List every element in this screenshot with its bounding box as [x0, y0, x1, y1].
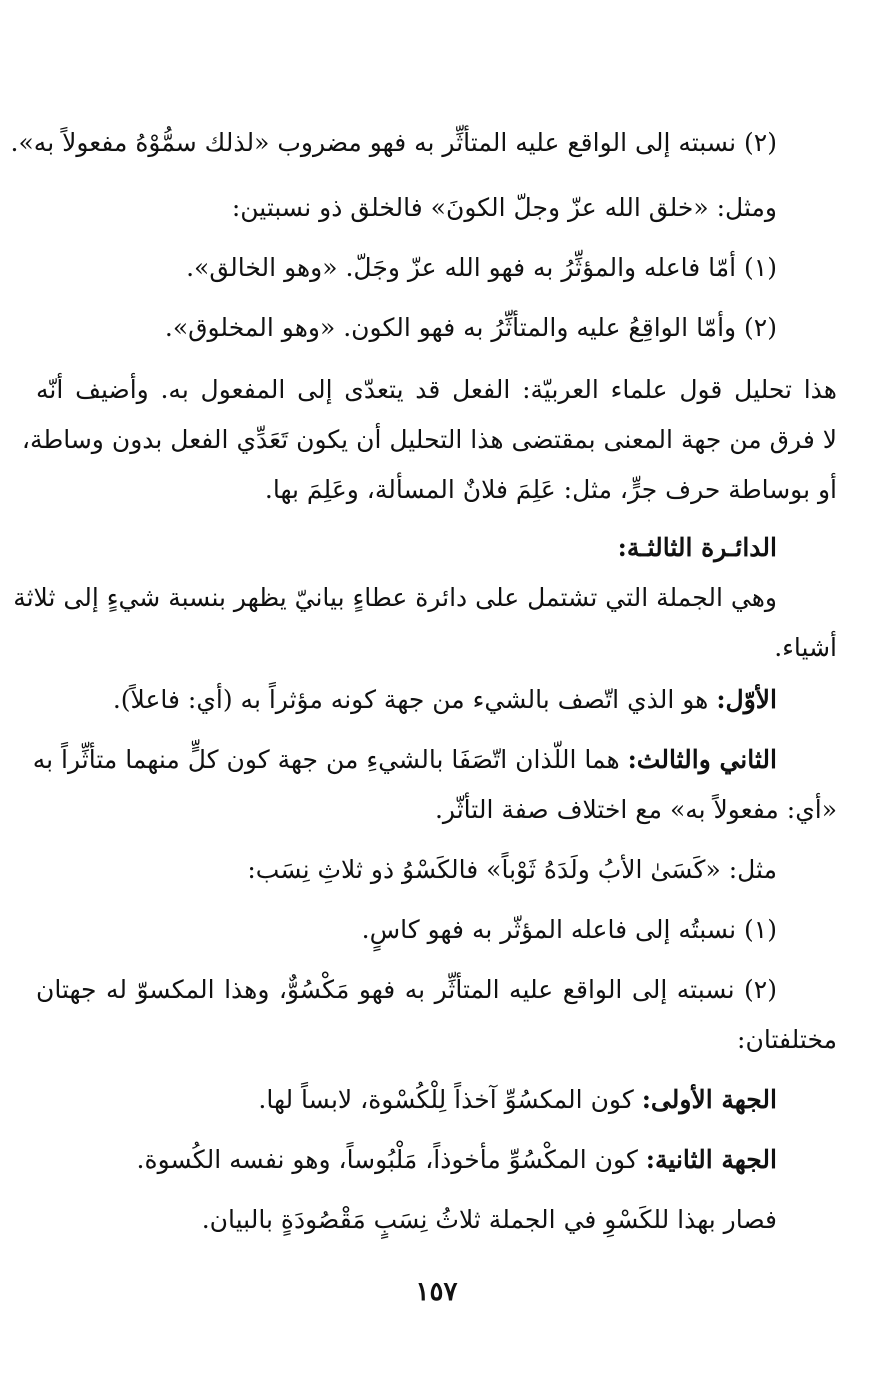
- text-line-4: (٢) وأمّا الواقِعُ عليه والمتأثِّرُ به فهو الكون. «وهو المخلوق».: [164, 313, 777, 342]
- text-line-15: (١) نسبتُه إلى فاعله المؤثّر به فهو كاسٍ.: [361, 915, 777, 944]
- text-line-16: (٢) نسبته إلى الواقع عليه المتأثِّر به فهو مَكْسُوٌّ، وهذا المكسوّ له جهتان: [36, 975, 777, 1004]
- text-line-2: ومثل: «خلق الله عزّ وجلّ الكونَ» فالخلق ذو نسبتين:: [231, 193, 777, 222]
- term-label: الثاني والثالث:: [627, 745, 777, 774]
- text-line-6: لا فرق من جهة المعنى بمقتضى هذا التحليل أن يكون تَعَدِّي الفعل بدون وساطة،: [21, 425, 837, 454]
- term-label: الأوّل:: [716, 685, 777, 714]
- text-line-20: فصار بهذا للكَسْوِ في الجملة ثلاثُ نِسَبٍ مَقْصُودَةٍ بالبيان.: [201, 1205, 777, 1234]
- text-line-18: الجهة الأولى: كون المكسُوِّ آخذاً لِلْكُسْوة، لابساً لها.: [258, 1085, 777, 1114]
- text-line-17: مختلفتان:: [737, 1025, 837, 1054]
- term-label: الجهة الثانية:: [645, 1145, 777, 1174]
- text-line-5: هذا تحليل قول علماء العربيّة: الفعل قد يتعدّى إلى المفعول به. وأضيف أنّه: [36, 375, 837, 404]
- term-label: الجهة الأولى:: [641, 1085, 777, 1114]
- text-line-12: الثاني والثالث: هما اللّذان اتّصَفَا بالشيءِ من جهة كون كلٍّ منهما متأثِّراً به: [32, 745, 777, 774]
- text-line-13: «أي: مفعولاً به» مع اختلاف صفة التأثّر.: [434, 795, 837, 824]
- text-line-1: (٢) نسبته إلى الواقع عليه المتأثِّر به فهو مضروب «لذلك سمُّوْهُ مفعولاً به».: [10, 128, 777, 157]
- section-heading: الدائـرة الثالثـة:: [617, 533, 777, 562]
- text-line-9: وهي الجملة التي تشتمل على دائرة عطاءٍ بيانيّ يظهر بنسبة شيءٍ إلى ثلاثة: [13, 583, 777, 612]
- text-line-19: الجهة الثانية: كون المكْسُوِّ مأخوذاً، مَلْبُوساً، وهو نفسه الكُسوة.: [136, 1145, 777, 1174]
- text-line-14: مثل: «كَسَىٰ الأبُ ولَدَهُ ثَوْباً» فالكَسْوُ ذو ثلاثِ نِسَب:: [247, 855, 777, 884]
- text-line-11: الأوّل: هو الذي اتّصف بالشيء من جهة كونه مؤثراً به (أي: فاعلاً).: [112, 685, 777, 714]
- text-line-10: أشياء.: [774, 633, 837, 662]
- text-line-7: أو بوساطة حرف جرٍّ، مثل: عَلِمَ فلانٌ المسألة، وعَلِمَ بها.: [264, 475, 837, 504]
- page-number: ١٥٧: [415, 1277, 458, 1307]
- text-line-3: (١) أمّا فاعله والمؤثِّرُ به فهو الله عزّ وجَلّ. «وهو الخالق».: [186, 253, 777, 282]
